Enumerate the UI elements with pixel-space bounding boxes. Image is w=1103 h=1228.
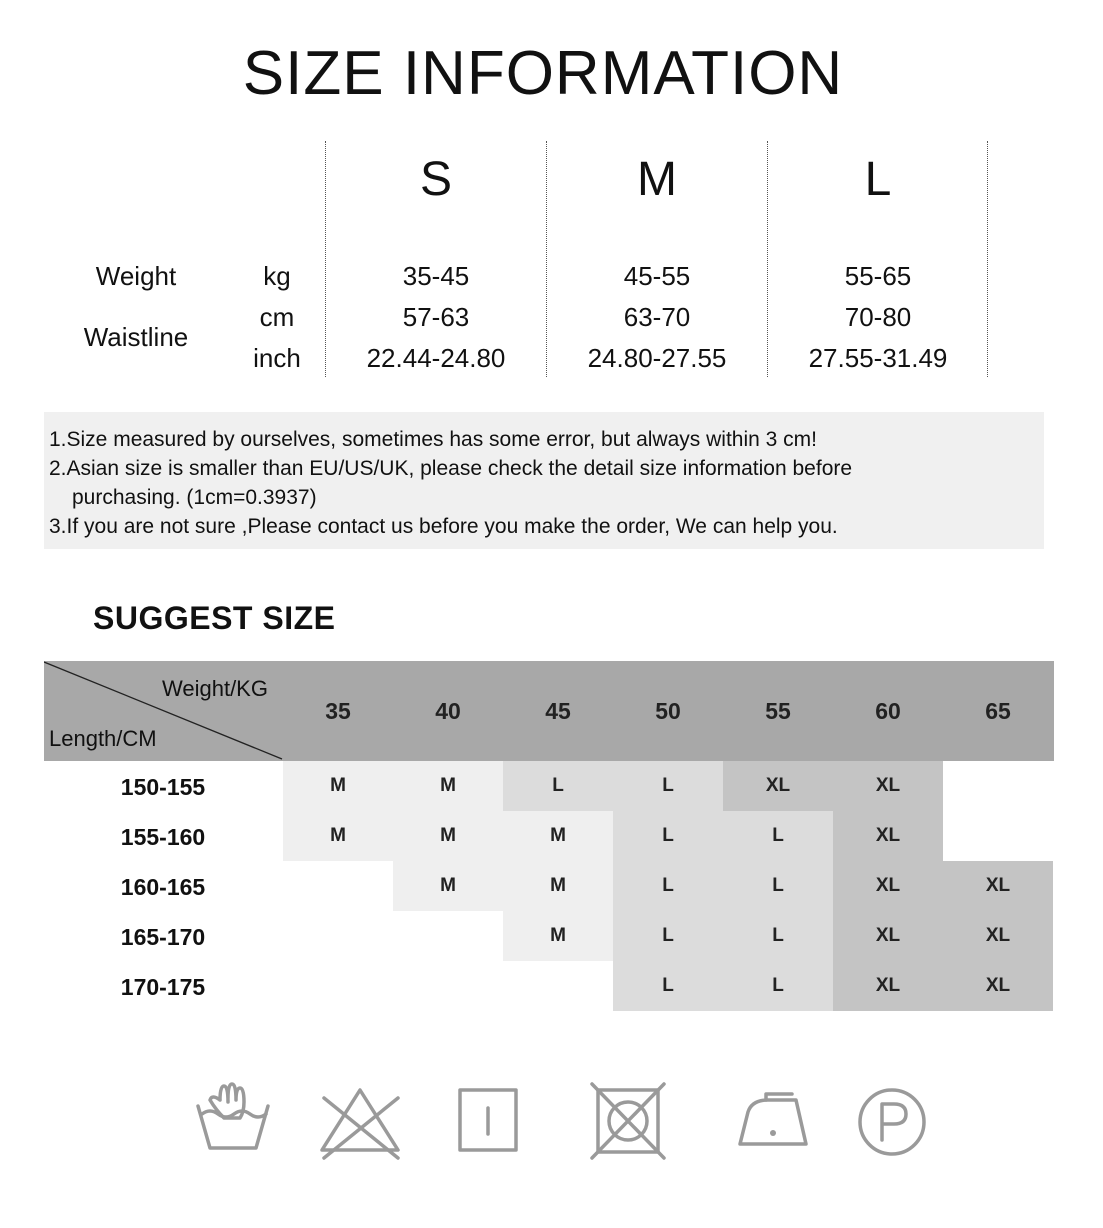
length-row-label: 165-170 [120,924,206,950]
weight-label: Weight [95,261,177,291]
suggest-cell: M [503,861,613,911]
suggest-cell: XL [943,861,1053,911]
suggest-cell: L [613,911,723,961]
suggest-cell: L [613,861,723,911]
waist-cm-value: 57-63 [402,302,470,332]
weight-column-header: 45 [545,698,571,724]
line-dry-icon [460,1090,516,1150]
suggest-cell: XL [943,961,1053,1011]
suggest-cell: L [723,961,833,1011]
weight-column-header: 55 [765,698,791,724]
waist-cm-value: 70-80 [844,302,912,332]
suggest-cell: L [613,811,723,861]
waist-inch-value: 22.44-24.80 [366,343,506,373]
waist-inch-value: 24.80-27.55 [587,343,727,373]
weight-value: 55-65 [844,261,912,291]
suggest-cell: XL [833,861,943,911]
care-icons [190,1078,940,1168]
do-not-tumble-dry-icon [592,1084,664,1158]
length-row-label: 150-155 [120,774,206,800]
suggest-cell: M [393,761,503,811]
weight-axis-label: Weight/KG [162,676,268,701]
suggest-cell: XL [943,911,1053,961]
weight-value: 45-55 [623,261,691,291]
suggest-cell: L [723,911,833,961]
page-title: SIZE INFORMATION [242,39,844,108]
size-header-l: L [864,153,892,206]
weight-column-header: 65 [985,698,1011,724]
length-row-label: 155-160 [120,824,206,850]
suggest-cell: L [723,861,833,911]
suggest-cell: XL [833,761,943,811]
dry-clean-p-icon [860,1090,924,1154]
suggest-cell: M [393,811,503,861]
length-row-label: 160-165 [120,874,206,900]
suggest-cell: XL [833,961,943,1011]
note-line: 2.Asian size is smaller than EU/US/UK, please check the detail size information before [49,457,853,480]
suggest-cell: XL [833,811,943,861]
do-not-bleach-icon [322,1090,398,1158]
weight-unit: kg [263,261,291,291]
hand-wash-icon [198,1084,268,1148]
suggest-cell: L [723,811,833,861]
suggest-cell: M [503,811,613,861]
waist-inch-value: 27.55-31.49 [808,343,948,373]
length-row-label: 170-175 [120,974,206,1000]
weight-column-header: 60 [875,698,901,724]
length-axis-label: Length/CM [49,726,157,751]
suggest-cell: M [283,811,393,861]
size-header-m: M [637,153,677,206]
notes-box [44,412,1044,549]
weight-column-header: 35 [325,698,351,724]
suggest-title: SUGGEST SIZE [93,600,336,636]
suggest-cell: M [503,911,613,961]
suggest-cell: L [503,761,613,811]
cm-unit: cm [259,302,295,332]
note-line: purchasing. (1cm=0.3937) [72,486,317,509]
weight-column-header: 50 [655,698,681,724]
suggest-cell: XL [833,911,943,961]
weight-column-header: 40 [435,698,461,724]
suggest-cell: XL [723,761,833,811]
waist-cm-value: 63-70 [623,302,691,332]
suggest-cell: L [613,961,723,1011]
note-line: 1.Size measured by ourselves, sometimes has some error, but always within 3 cm! [49,428,817,451]
size-header-s: S [419,153,452,206]
note-line: 3.If you are not sure ,Please contact us before you make the order, We can help you. [49,515,838,538]
inch-unit: inch [253,343,301,373]
suggest-cell: M [283,761,393,811]
suggest-cell: L [613,761,723,811]
suggest-cell: M [393,861,503,911]
weight-value: 35-45 [402,261,470,291]
waistline-label: Waistline [83,322,189,352]
iron-low-icon [740,1094,806,1144]
